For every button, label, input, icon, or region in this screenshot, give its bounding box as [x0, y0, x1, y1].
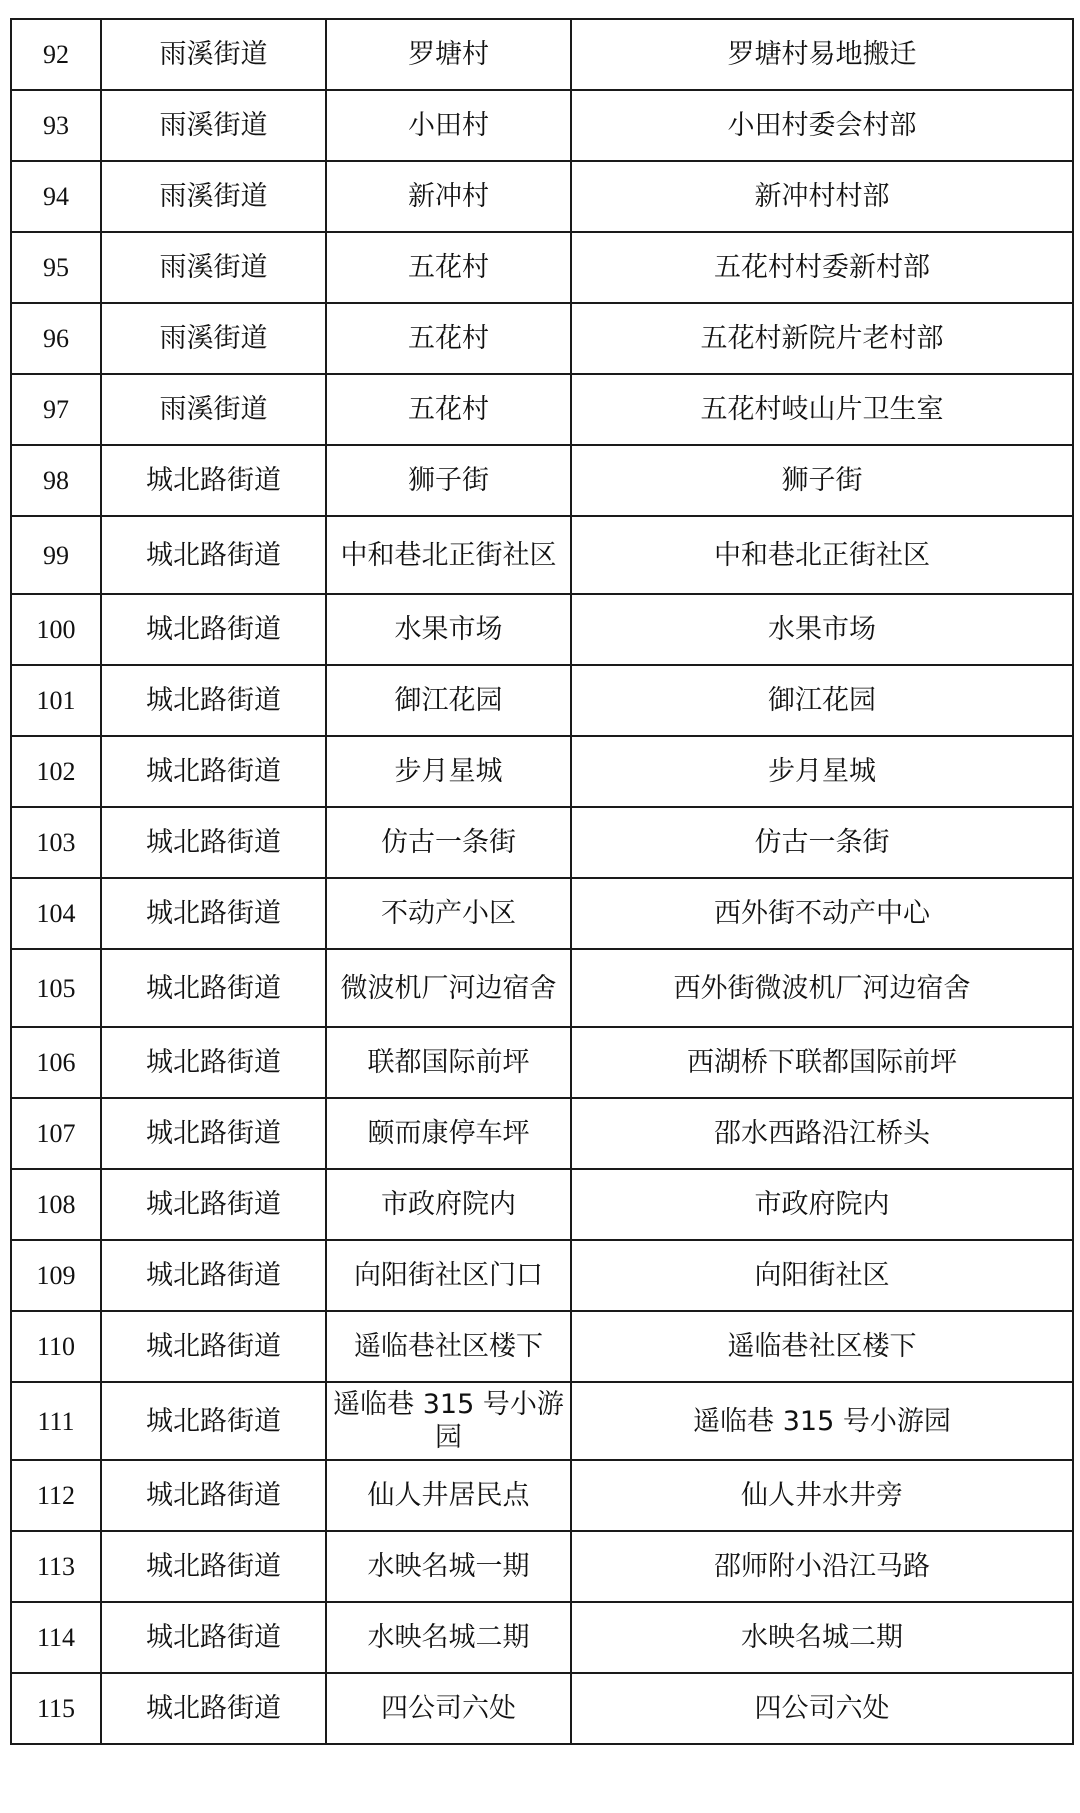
village-cell: 新冲村: [326, 161, 571, 232]
site-cell: 五花村新院片老村部: [571, 303, 1073, 374]
row-number-cell: 96: [11, 303, 101, 374]
table-row: [11, 665, 1073, 736]
street-cell: 雨溪街道: [101, 303, 326, 374]
site-cell: 水映名城二期: [571, 1602, 1073, 1673]
table-row: [11, 1531, 1073, 1602]
table-row: [11, 161, 1073, 232]
table-row: [11, 303, 1073, 374]
site-cell: 市政府院内: [571, 1169, 1073, 1240]
row-number-cell: 113: [11, 1531, 101, 1602]
row-number-cell: 104: [11, 878, 101, 949]
table-row: [11, 949, 1073, 1027]
table-row: [11, 736, 1073, 807]
row-number-cell: 108: [11, 1169, 101, 1240]
table-row: [11, 516, 1073, 594]
site-cell: 邵水西路沿江桥头: [571, 1098, 1073, 1169]
site-cell: 四公司六处: [571, 1673, 1073, 1744]
site-cell: 西外街不动产中心: [571, 878, 1073, 949]
row-number-cell: 106: [11, 1027, 101, 1098]
site-cell: 西湖桥下联都国际前坪: [571, 1027, 1073, 1098]
site-cell: 五花村岐山片卫生室: [571, 374, 1073, 445]
village-cell: 水果市场: [326, 594, 571, 665]
site-cell: 新冲村村部: [571, 161, 1073, 232]
site-cell: 五花村村委新村部: [571, 232, 1073, 303]
street-cell: 雨溪街道: [101, 161, 326, 232]
row-number-cell: 94: [11, 161, 101, 232]
row-number-cell: 107: [11, 1098, 101, 1169]
street-cell: 雨溪街道: [101, 374, 326, 445]
village-cell: 仿古一条街: [326, 807, 571, 878]
street-cell: 城北路街道: [101, 1460, 326, 1531]
village-cell: 五花村: [326, 374, 571, 445]
village-cell: 罗塘村: [326, 19, 571, 90]
table-row: [11, 1169, 1073, 1240]
row-number-cell: 103: [11, 807, 101, 878]
site-cell: 遥临巷社区楼下: [571, 1311, 1073, 1382]
table-row: [11, 1027, 1073, 1098]
table-body: [11, 19, 1073, 1744]
row-number-cell: 101: [11, 665, 101, 736]
site-cell: 遥临巷 315 号小游园: [571, 1382, 1073, 1460]
table-row: [11, 878, 1073, 949]
street-cell: 城北路街道: [101, 1027, 326, 1098]
street-cell: 城北路街道: [101, 878, 326, 949]
street-cell: 雨溪街道: [101, 232, 326, 303]
street-cell: 城北路街道: [101, 736, 326, 807]
table-row: [11, 807, 1073, 878]
village-cell: 遥临巷社区楼下: [326, 1311, 571, 1382]
street-cell: 城北路街道: [101, 1169, 326, 1240]
row-number-cell: 100: [11, 594, 101, 665]
street-cell: 雨溪街道: [101, 90, 326, 161]
street-cell: 城北路街道: [101, 1098, 326, 1169]
site-cell: 步月星城: [571, 736, 1073, 807]
village-cell: 四公司六处: [326, 1673, 571, 1744]
site-cell: 仿古一条街: [571, 807, 1073, 878]
site-cell: 水果市场: [571, 594, 1073, 665]
street-cell: 城北路街道: [101, 1673, 326, 1744]
site-cell: 罗塘村易地搬迁: [571, 19, 1073, 90]
village-cell: 狮子街: [326, 445, 571, 516]
site-cell: 仙人井水井旁: [571, 1460, 1073, 1531]
site-cell: 邵师附小沿江马路: [571, 1531, 1073, 1602]
village-cell: 水映名城一期: [326, 1531, 571, 1602]
village-cell: 仙人井居民点: [326, 1460, 571, 1531]
street-cell: 城北路街道: [101, 1602, 326, 1673]
row-number-cell: 105: [11, 949, 101, 1027]
table-row: [11, 1240, 1073, 1311]
table-row: [11, 374, 1073, 445]
row-number-cell: 92: [11, 19, 101, 90]
site-cell: 御江花园: [571, 665, 1073, 736]
row-number-cell: 97: [11, 374, 101, 445]
street-cell: 城北路街道: [101, 594, 326, 665]
village-cell: 颐而康停车坪: [326, 1098, 571, 1169]
street-cell: 城北路街道: [101, 949, 326, 1027]
row-number-cell: 111: [11, 1382, 101, 1460]
table-row: [11, 445, 1073, 516]
village-cell: 小田村: [326, 90, 571, 161]
village-cell: 不动产小区: [326, 878, 571, 949]
site-cell: 狮子街: [571, 445, 1073, 516]
site-cell: 西外街微波机厂河边宿舍: [571, 949, 1073, 1027]
village-cell: 五花村: [326, 232, 571, 303]
village-cell: 市政府院内: [326, 1169, 571, 1240]
village-cell: 步月星城: [326, 736, 571, 807]
table-row: [11, 19, 1073, 90]
table-row: [11, 1460, 1073, 1531]
street-cell: 城北路街道: [101, 1311, 326, 1382]
row-number-cell: 95: [11, 232, 101, 303]
table-row: [11, 1098, 1073, 1169]
table-row: [11, 1382, 1073, 1460]
village-cell: 联都国际前坪: [326, 1027, 571, 1098]
village-cell: 遥临巷 315 号小游园: [326, 1382, 571, 1460]
street-cell: 雨溪街道: [101, 19, 326, 90]
row-number-cell: 115: [11, 1673, 101, 1744]
table-row: [11, 594, 1073, 665]
street-cell: 城北路街道: [101, 1382, 326, 1460]
row-number-cell: 102: [11, 736, 101, 807]
row-number-cell: 93: [11, 90, 101, 161]
row-number-cell: 99: [11, 516, 101, 594]
site-cell: 小田村委会村部: [571, 90, 1073, 161]
village-cell: 向阳街社区门口: [326, 1240, 571, 1311]
street-cell: 城北路街道: [101, 807, 326, 878]
table-row: [11, 90, 1073, 161]
row-number-cell: 98: [11, 445, 101, 516]
table-row: [11, 1673, 1073, 1744]
location-table: [10, 18, 1074, 1745]
row-number-cell: 110: [11, 1311, 101, 1382]
street-cell: 城北路街道: [101, 516, 326, 594]
table-row: [11, 232, 1073, 303]
village-cell: 水映名城二期: [326, 1602, 571, 1673]
street-cell: 城北路街道: [101, 445, 326, 516]
village-cell: 御江花园: [326, 665, 571, 736]
village-cell: 五花村: [326, 303, 571, 374]
street-cell: 城北路街道: [101, 1240, 326, 1311]
village-cell: 中和巷北正街社区: [326, 516, 571, 594]
street-cell: 城北路街道: [101, 1531, 326, 1602]
site-cell: 中和巷北正街社区: [571, 516, 1073, 594]
site-cell: 向阳街社区: [571, 1240, 1073, 1311]
row-number-cell: 112: [11, 1460, 101, 1531]
table-row: [11, 1311, 1073, 1382]
village-cell: 微波机厂河边宿舍: [326, 949, 571, 1027]
street-cell: 城北路街道: [101, 665, 326, 736]
row-number-cell: 114: [11, 1602, 101, 1673]
row-number-cell: 109: [11, 1240, 101, 1311]
table-row: [11, 1602, 1073, 1673]
